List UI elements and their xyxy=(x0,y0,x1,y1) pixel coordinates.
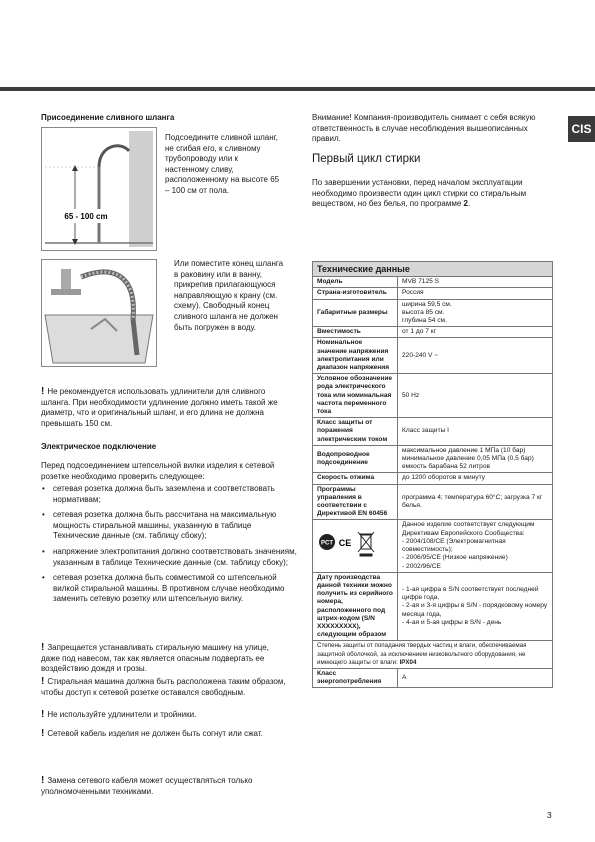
spec-value-cell: ширина 59,5 см. высота 85 см. глубина 54 см. xyxy=(398,299,553,327)
spec-value-cell: 50 Hz xyxy=(398,374,553,418)
table-row xyxy=(313,641,553,669)
exclamation-icon: ! xyxy=(41,676,45,687)
warning-outdoor: ! Запрещается устанавливать стиральную машину на улице, даже под навесом, так как является опасным подвергать ее воздействию дождя и грозы. xyxy=(41,642,269,674)
crossed-bin-icon xyxy=(358,532,374,556)
spec-value-cell: программа 4; температура 60°C; загрузка 7 кг белья. xyxy=(398,484,553,520)
header-rule xyxy=(0,87,595,91)
spec-key-cell: Класс энергопотребления xyxy=(313,668,398,687)
electrical-section-title: Электрическое подключение xyxy=(41,442,157,451)
spec-value-cell: Класс защиты I xyxy=(398,418,553,446)
wall-drain-diagram xyxy=(41,127,157,251)
spec-value-cell: A xyxy=(398,668,553,687)
list-item: • сетевая розетка должна быть заземлена и соответствовать нормативам; xyxy=(53,484,299,505)
table-row xyxy=(313,668,553,687)
wall-drain-text: Подсоедините сливной шланг, не сгибая его, к сливному трубопроводу или к настенному сливу, расположенному на высоте 65 – 100 см от пола. xyxy=(165,133,280,195)
table-row xyxy=(313,572,553,641)
spec-key-cell: Дату производства данной техники можно получить из серийного номера, расположенного под штрих-кодом (S/N XXXXXXXXX), следующим образом xyxy=(313,572,398,641)
exclamation-icon: ! xyxy=(41,775,45,786)
warning-socket-access: ! Стиральная машина должна быть расположена таким образом, чтобы доступ к сетевой розетке оставался свободным. xyxy=(41,676,286,697)
warning-extensions: ! Не используйте удлинители и тройники. xyxy=(41,709,197,720)
spec-key-cell: Водопроводное подсоединение xyxy=(313,445,398,473)
electrical-intro: Перед подсоединением штепсельной вилки изделия к сетевой розетке необходимо проверить следующее: xyxy=(41,461,275,481)
spec-value-cell: Степень защиты от попадания твердых частиц и влаги, обеспечиваемая защитной оболочкой, за исключением низковольтного оборудования, не имеющего защиты от влаги: IPX04 xyxy=(313,641,553,669)
spec-key-cell: Вместимость xyxy=(313,327,398,338)
language-tab: CIS xyxy=(568,116,595,142)
list-item: • сетевая розетка должна быть рассчитана на максимальную мощность стиральной машины, указанную в таблице Технические данные (см. таблицу сбоку); xyxy=(53,510,299,542)
list-item: • сетевая розетка должна быть совместимой со штепсельной вилкой стиральной машины. В противном случае необходимо заменить сетевую розетку или штепсельную вилку. xyxy=(53,573,299,605)
table-title: Технические данные xyxy=(313,262,553,277)
ce-mark-icon: CE xyxy=(338,538,352,549)
spec-value-cell: Данное изделие соответствует следующим Директивам Европейского Сообщества: - 2004/108/CE (Электромагнитная совместимость); - 2006/95/CE (Низкое напряжение) - 2002/96/CE xyxy=(398,520,553,572)
height-label: 65 - 100 cm xyxy=(64,212,108,221)
spec-key-cell: Страна-изготовитель xyxy=(313,288,398,299)
table-row xyxy=(313,299,553,327)
spec-key-cell: Габаритные размеры xyxy=(313,299,398,327)
table-row xyxy=(313,338,553,374)
extension-warning: ! Не рекомендуется использовать удлинители для сливного шланга. При необходимости удлинение должно иметь такой же диаметр, что и оригинальный шланг, и его длина не должна превышать 150 см. xyxy=(41,386,278,428)
spec-value-cell: от 1 до 7 кг xyxy=(398,327,553,338)
first-cycle-title: Первый цикл стирки xyxy=(312,153,421,165)
table-row xyxy=(313,277,553,288)
spec-value-cell: 220-240 V ~ xyxy=(398,338,553,374)
spec-value-cell: максимальное давление 1 МПа (10 бар) минимальное давление 0,05 МПа (0,5 бар) емкость барабана 52 литров xyxy=(398,445,553,473)
table-row xyxy=(313,288,553,299)
table-row xyxy=(313,445,553,473)
first-cycle-text: По завершении установки, перед началом эксплуатации необходимо произвести один цикл стирки со стиральным веществом, но без белья, по программе 2. xyxy=(312,178,527,209)
spec-key-cell: Условное обозначение рода электрического тока или номинальная частота переменного тока xyxy=(313,374,398,418)
spec-value-cell: - 1-ая цифра в S/N соответствует последней цифре года, - 2-ая и 3-я цифры в S/N - порядковому номеру месяца года, - 4-ая и 5-ая цифры в S/N - день xyxy=(398,572,553,641)
exclamation-icon: ! xyxy=(41,709,45,720)
spec-key-cell: Номинальное значение напряжения электропитания или диапазон напряжения xyxy=(313,338,398,374)
table-row xyxy=(313,484,553,520)
sink-drain-text: Или поместите конец шланга в раковину или в ванну, прикрепив прилагающуюся направляющую к крану (см. схему). Свободный конец сливного шланга не должен быть погружен в воду. xyxy=(174,259,284,332)
manufacturer-notice: Внимание! Компания-производитель снимает с себя всякую ответственность в случае несоблюдения вышеописанных правил. xyxy=(312,113,536,144)
list-item: • напряжение электропитания должно соответствовать значениям, указанным в таблице Технические данные (см. таблицу сбоку); xyxy=(53,547,299,568)
certification-marks xyxy=(313,520,398,572)
sink-drain-diagram xyxy=(41,259,157,367)
exclamation-icon: ! xyxy=(41,728,45,739)
spec-value-cell: MVB 7125 S xyxy=(398,277,553,288)
spec-key-cell: Класс защиты от поражения электрическим током xyxy=(313,418,398,446)
warning-cable-replacement: ! Замена сетевого кабеля может осуществляться только уполномоченными техниками. xyxy=(41,775,253,796)
warning-cable-bend: ! Сетевой кабель изделия не должен быть согнут или сжат. xyxy=(41,728,263,739)
svg-text:PCT: PCT xyxy=(321,540,333,547)
spec-value-cell: до 1200 оборотов в минуту xyxy=(398,473,553,484)
page-number: 3 xyxy=(547,810,552,820)
technical-data-table xyxy=(312,261,553,688)
table-row xyxy=(313,418,553,446)
spec-key-cell: Модель xyxy=(313,277,398,288)
table-row xyxy=(313,473,553,484)
exclamation-icon: ! xyxy=(41,642,45,653)
exclamation-icon: ! xyxy=(41,386,45,397)
table-row xyxy=(313,327,553,338)
spec-key-cell: Программы управления в соответствии с Директивой EN 60456 xyxy=(313,484,398,520)
spec-key-cell: Скорость отжима xyxy=(313,473,398,484)
certification-icons xyxy=(317,528,385,560)
electrical-checklist xyxy=(41,484,299,610)
hose-section-title: Присоединение сливного шланга xyxy=(41,113,175,122)
table-row xyxy=(313,374,553,418)
spec-value-cell: Россия xyxy=(398,288,553,299)
table-row xyxy=(313,520,553,572)
